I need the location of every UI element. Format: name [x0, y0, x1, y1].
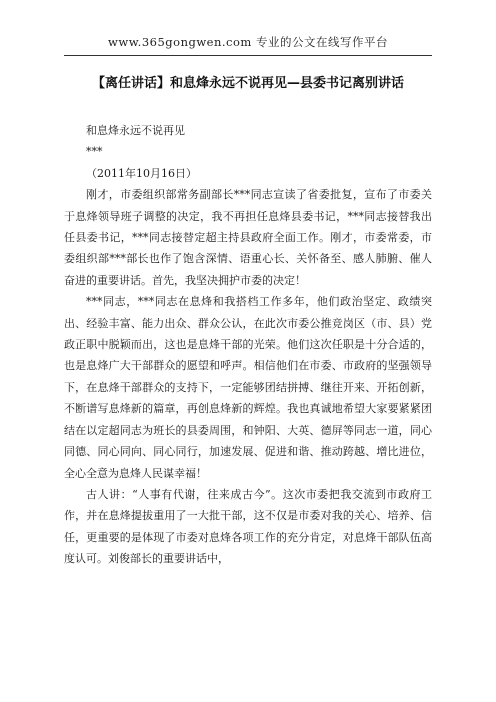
document-date: （2011年10月16日） — [86, 166, 197, 180]
paragraph-1: 刚才，市委组织部常务副部长***同志宣读了省委批复，宣布了市委关于息烽领导班子调整的决定，我不再担任息烽县委书记，***同志接替我出任县委书记，***同志接替定超主持县政府全面工作。刚才，市委常委，市委组织部***部长也作了饱含深情、语重心长、关怀备至、感人肺腑、催人奋进的重要讲话。首先，我坚决拥护市委的决定！ — [64, 188, 432, 287]
document-title: 【离任讲话】和息烽永远不说再见—县委书记离别讲话 — [91, 76, 404, 91]
paragraph-3: 古人讲：“人事有代谢，往来成古今”。这次市委把我交流到市政府工作，并在息烽提拔重用了一大批干部，这不仅是市委对我的关心、培养、信任，更重要的是体现了市委对息烽各项工作的充分肯定，对息烽干部队伍高度认可。刘俊部长的重要讲话中， — [64, 487, 432, 566]
page-header — [0, 34, 496, 50]
header-site-text: www.365gongwen.com 专业的公文在线写作平台 — [108, 35, 388, 49]
document-subtitle: 和息烽永远不说再见 — [86, 124, 185, 137]
header-divider — [64, 55, 432, 56]
paragraph-2: ***同志，***同志在息烽和我搭档工作多年，他们政治坚定、政绩突出、经验丰富、能力出众、群众公认，在此次市委公推竞岗区（市、县）党政正职中脱颖而出，这也是息烽干部的光荣。他们这次任职是十分合适的，也是息烽广大干部群众的愿望和呼声。相信他们在市委、市政府的坚强领导下，在息烽干部群众的支持下，一定能够团结拼搏、继往开来、开拓创新，不断谱写息烽新的篇章，再创息烽新的辉煌。我也真诚地希望大家要紧紧团结在以定超同志为班长的县委周围，和钟阳、大英、德屏等同志一道，同心同德、同心同向、同心同行，加速发展、促进和谐、推动跨越、增比进位，全心全意为息烽人民谋幸福！ — [64, 295, 432, 480]
document-body — [64, 120, 432, 570]
document-author: *** — [86, 145, 103, 159]
